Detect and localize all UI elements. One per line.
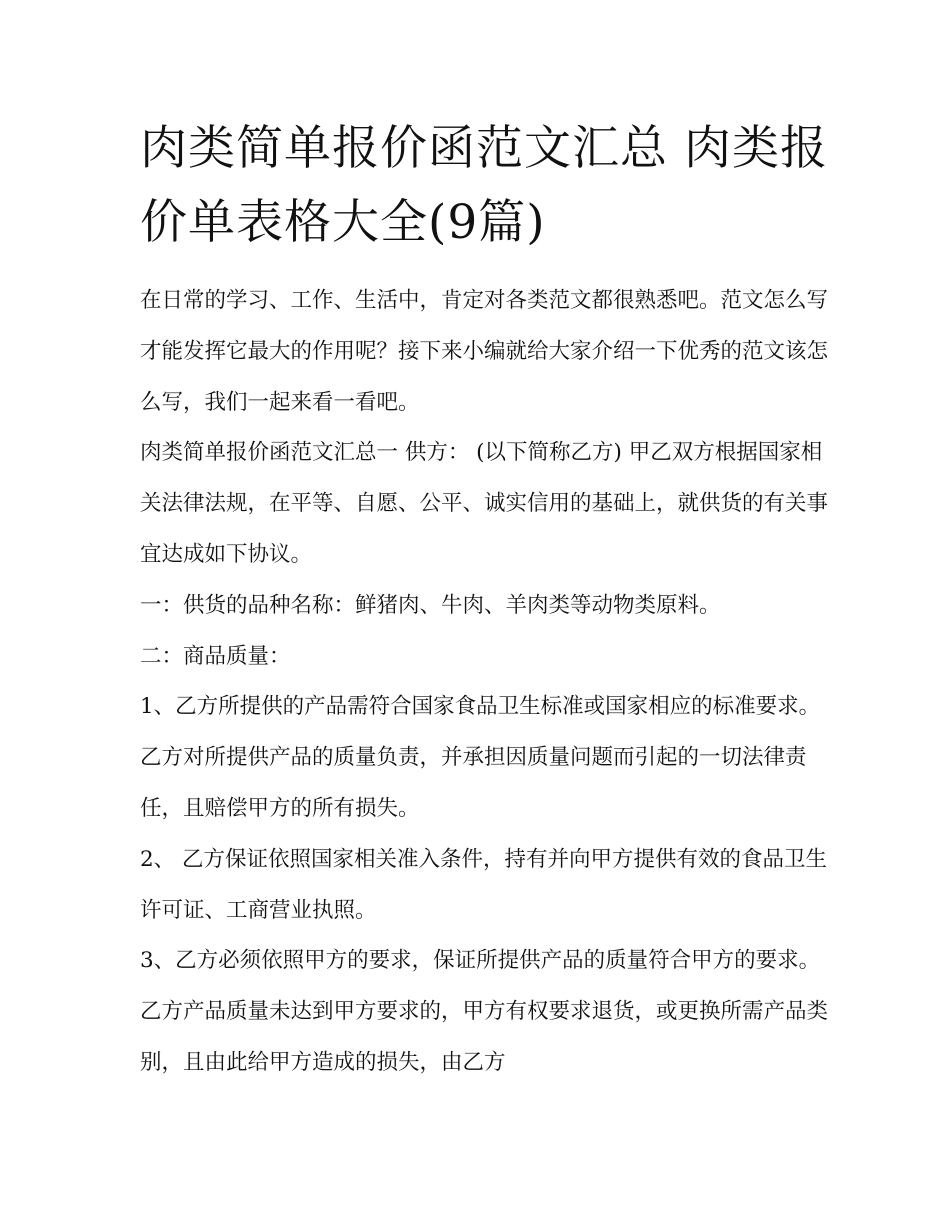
paragraph-intro: 在日常的学习、工作、生活中，肯定对各类范文都很熟悉吧。范文怎么写才能发挥它最大的作用呢？接下来小编就给大家介绍一下优秀的范文该怎么写，我们一起来看一看吧。 (140, 288, 829, 415)
document-body (140, 276, 830, 1089)
paragraph-supplier-agreement: 肉类简单报价函范文汇总一 供方： (以下简称乙方) 甲乙双方根据国家相关法律法规，在平等、自愿、公平、诚实信用的基础上，就供货的有关事宜达成如下协议。 (140, 440, 829, 567)
paragraph-clause-3: 3、乙方必须依照甲方的要求，保证所提供产品的质量符合甲方的要求。乙方产品质量未达到甲方要求的，甲方有权要求退货，或更换所需产品类别，且由此给甲方造成的损失，由乙方 (140, 948, 829, 1075)
paragraph-item-one: 一：供货的品种名称：鲜猪肉、牛肉、羊肉类等动物类原料。 (140, 592, 721, 618)
document-title: 肉类简单报价函范文汇总 肉类报价单表格大全(9篇) (140, 121, 828, 250)
paragraph-clause-1: 1、乙方所提供的产品需符合国家食品卫生标准或国家相应的标准要求。乙方对所提供产品的质量负责，并承担因质量问题而引起的一切法律责任，且赔偿甲方的所有损失。 (140, 694, 821, 821)
paragraph-clause-2: 2、 乙方保证依照国家相关准入条件，持有并向甲方提供有效的食品卫生许可证、工商营业执照。 (140, 846, 828, 923)
paragraph-item-two: 二：商品质量： (140, 643, 291, 669)
